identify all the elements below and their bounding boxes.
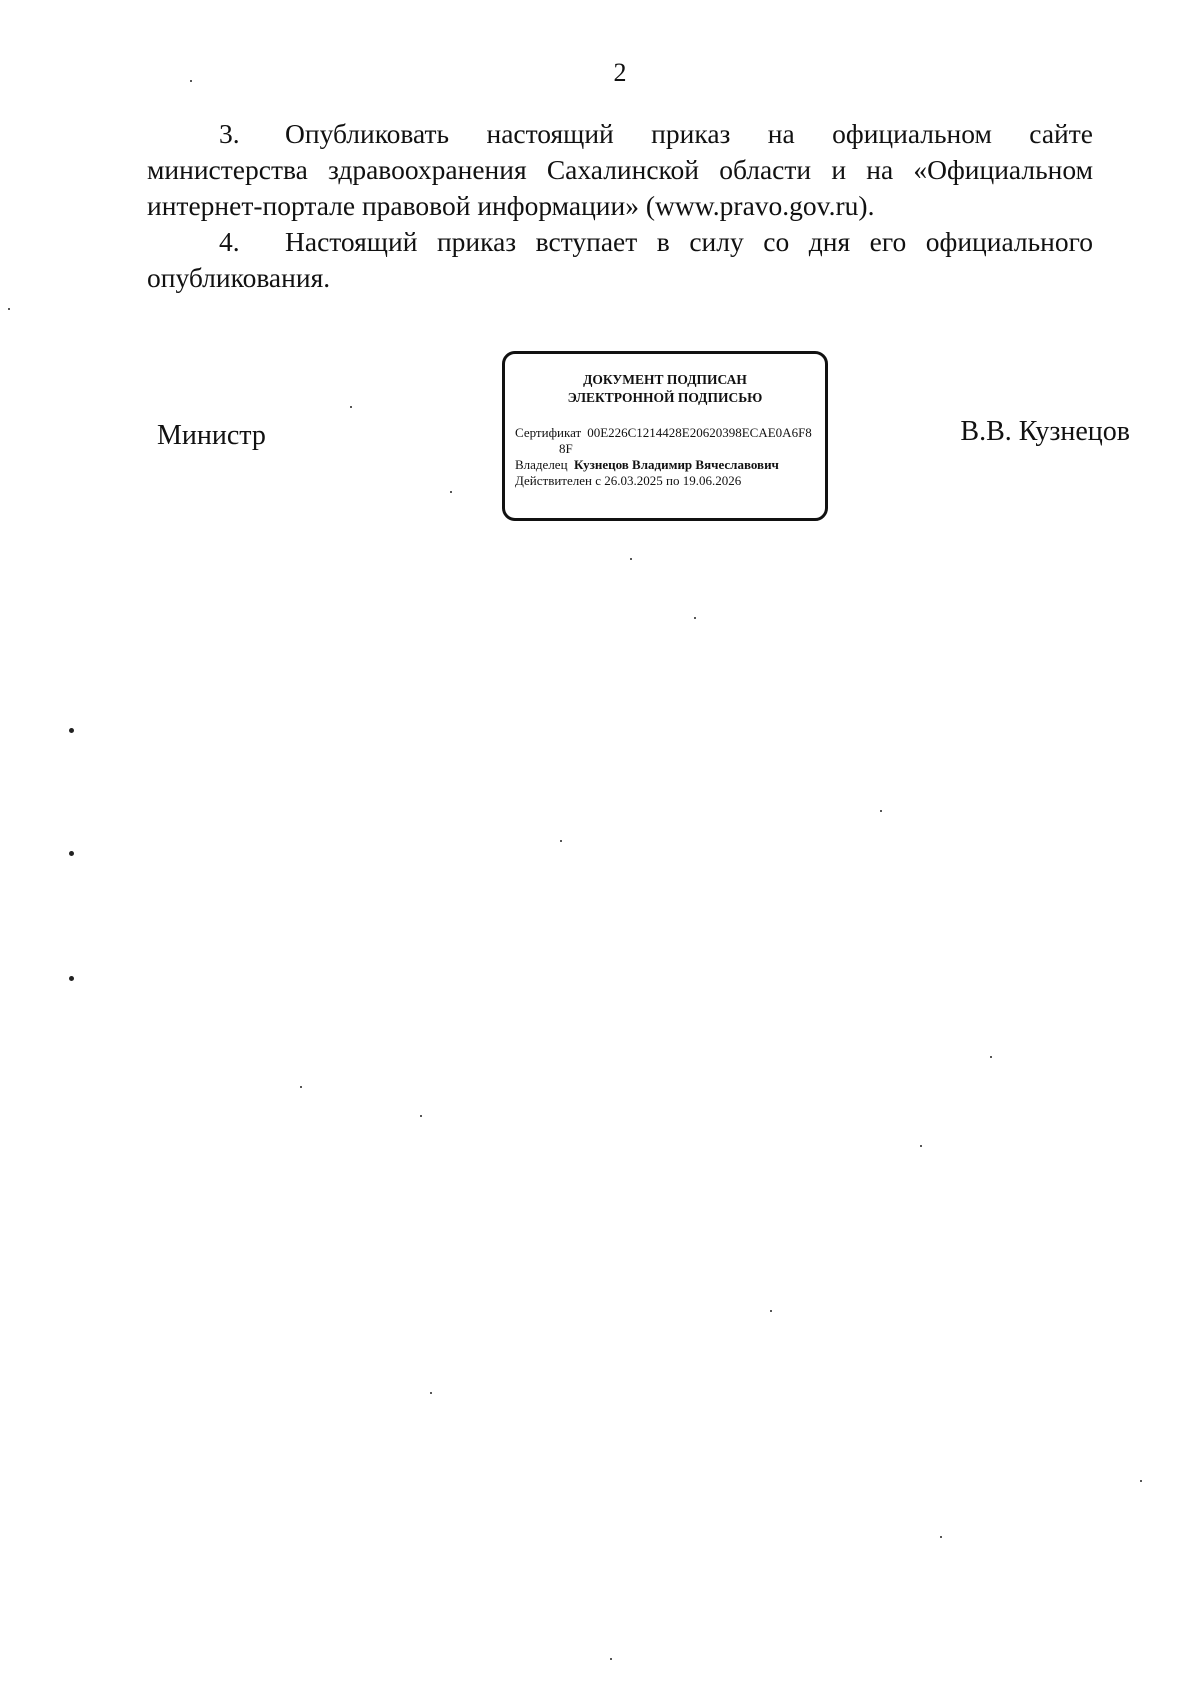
scan-speck — [8, 308, 10, 310]
paragraph-text: Опубликовать настоящий приказ на официальном сайте министерства здравоохранения Сахалинской области и на «Официальном интернет-портале правовой информации» (www.pravo.gov.ru). — [147, 118, 1093, 221]
stamp-header-line1: ДОКУМЕНТ ПОДПИСАН — [583, 372, 747, 387]
scan-speck — [610, 1658, 612, 1660]
paragraph-number: 4. — [219, 226, 240, 257]
scan-speck — [560, 840, 562, 842]
signer-position: Министр — [157, 420, 266, 451]
stamp-owner-row — [515, 457, 825, 473]
scan-speck — [630, 558, 632, 560]
scan-speck — [990, 1056, 992, 1058]
owner-label: Владелец — [515, 457, 568, 472]
certificate-label: Сертификат — [515, 425, 582, 440]
scan-speck — [190, 80, 192, 82]
scan-speck — [920, 1145, 922, 1147]
scan-speck — [450, 491, 452, 493]
page-number: 2 — [613, 58, 627, 87]
stamp-details — [505, 425, 825, 489]
stamp-header — [505, 371, 825, 407]
paragraph-4 — [147, 224, 1093, 296]
scan-speck — [350, 406, 352, 408]
stamp-validity-row: Действителен с 26.03.2025 по 19.06.2026 — [515, 473, 742, 488]
document-body — [147, 116, 1093, 296]
stamp-header-line2: ЭЛЕКТРОННОЙ ПОДПИСЬЮ — [567, 390, 763, 405]
scan-speck — [940, 1536, 942, 1538]
owner-value: Кузнецов Владимир Вячеславович — [574, 457, 779, 472]
scan-speck — [880, 810, 882, 812]
paragraph-number: 3. — [219, 118, 240, 149]
scan-speck — [69, 728, 74, 733]
scan-speck — [694, 617, 696, 619]
scan-speck — [430, 1392, 432, 1394]
scan-speck — [770, 1310, 772, 1312]
certificate-value: 00E226C1214428E20620398ECAE0A6F8 — [587, 425, 812, 440]
scan-speck — [69, 851, 74, 856]
paragraph-text: Настоящий приказ вступает в силу со дня его официального опубликования. — [147, 226, 1093, 293]
scan-speck — [1140, 1480, 1142, 1482]
scan-speck — [300, 1086, 302, 1088]
scan-speck — [69, 976, 74, 981]
signer-name: В.В. Кузнецов — [960, 416, 1130, 447]
stamp-certificate-row — [515, 425, 825, 457]
paragraph-3 — [147, 116, 1093, 224]
electronic-signature-stamp — [502, 351, 828, 521]
scan-speck — [420, 1115, 422, 1117]
certificate-value-continued: 8F — [559, 441, 573, 456]
